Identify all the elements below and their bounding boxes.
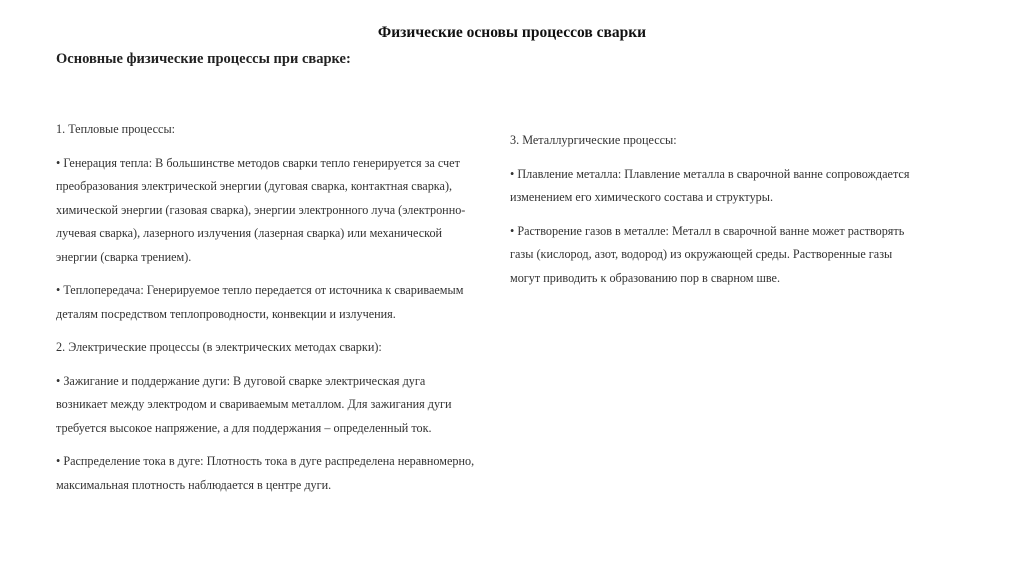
- heading-metallurgical-processes: 3. Металлургические процессы:: [510, 133, 677, 147]
- paragraph-current-distribution: • Распределение тока в дуге: Плотность тока в дуге распределена неравномерно, максимальная плотность наблюдается в центре дуги.: [56, 454, 475, 492]
- page-title: Физические основы процессов сварки: [377, 24, 647, 41]
- paragraph-metal-melting: • Плавление металла: Плавление металла в сварочной ванне сопровождается изменением его химического состава и структуры.: [510, 166, 910, 204]
- paragraph-heat-generation: • Генерация тепла: В большинстве методов сварки тепло генерируется за счет преобразования электрической энергии (дуговая сварка, контактная сварка), химической энергии (газовая сварка), энергии электронного луча (электронно-лучевая сварка), лазерного излучения (лазерная сварка) или механической энергии (сварка трением).: [56, 155, 466, 264]
- paragraph-gas-dissolution: • Растворение газов в металле: Металл в сварочной ванне может растворять газы (кислород, азот, водород) из окружающей среды. Растворенные газы могут приводить к образованию пор в сварном шве.: [510, 223, 905, 285]
- heading-electrical-processes: 2. Электрические процессы (в электрических методах сварки):: [56, 340, 382, 354]
- paragraph-heat-transfer: • Теплопередача: Генерируемое тепло передается от источника к свариваемым деталям посредством теплопроводности, конвекции и излучения.: [56, 283, 464, 321]
- paragraph-arc-ignition: • Зажигание и поддержание дуги: В дуговой сварке электрическая дуга возникает между электродом и свариваемым металлом. Для зажигания дуги требуется высокое напряжение, а для поддержания – определенный ток.: [56, 373, 452, 435]
- section-heading: Основные физические процессы при сварке:: [56, 51, 351, 67]
- right-column: [510, 129, 920, 300]
- heading-thermal-processes: 1. Тепловые процессы:: [56, 122, 176, 136]
- left-column: [56, 118, 476, 507]
